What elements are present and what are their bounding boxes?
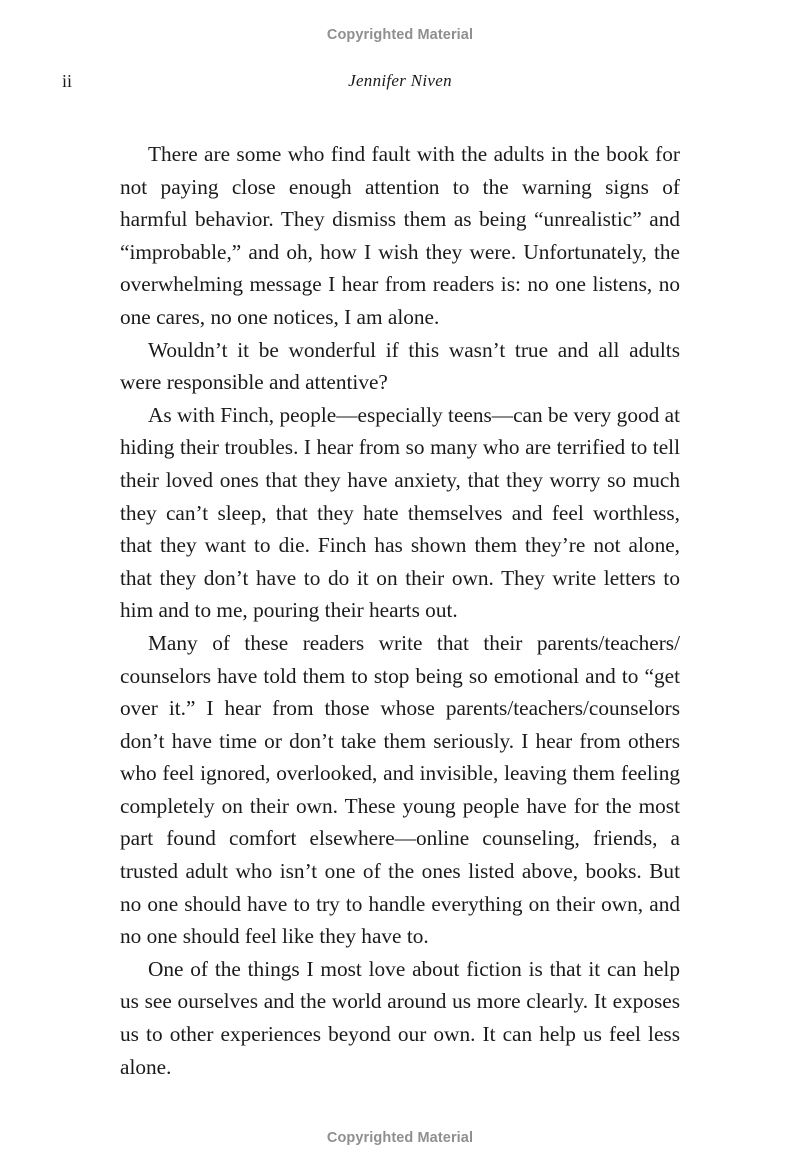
paragraph: Wouldn’t it be wonderful if this wasn’t true and all adults were responsible and attentive?	[120, 337, 680, 395]
copyright-watermark-top: Copyrighted Material	[326, 27, 474, 43]
body-text	[120, 138, 680, 1083]
paragraph: Many of these readers write that their parents/teachers/​counselors have told them to stop being so emotional and to “get over it.” I hear from those whose parents/teachers/counselors don’t have time or don’t take them seriously. I hear from others who feel ignored, overlooked, and invisible, leaving them feeling completely on their own. These young people have for the most part found comfort elsewhere—online counseling, friends, a trusted adult who isn’t one of the ones listed above, books. But no one should have to try to handle everything on their own, and no one should feel like they have to.	[120, 630, 680, 949]
copyright-watermark-bottom: Copyrighted Material	[326, 1130, 474, 1146]
running-head-author: Jennifer Niven	[348, 71, 452, 90]
paragraph: There are some who find fault with the adults in the book for not paying close enough attention to the warning signs of harmful behavior. They dismiss them as being “unrealistic” and “improbable,” and oh, how I wish they were. Unfortunately, the overwhelming message I hear from readers is: no one listens, no one cares, no one notices, I am alone.	[120, 142, 680, 329]
paragraph: As with Finch, people—especially teens—can be very good at hiding their troubles. I hear from so many who are terrified to tell their loved ones that they have anxiety, that they worry so much they can’t sleep, that they hate themselves and feel worthless, that they want to die. Finch has shown them they’re not alone, that they don’t have to do it on their own. They write letters to him and to me, pouring their hearts out.	[120, 402, 680, 623]
page-number: ii	[62, 71, 73, 91]
paragraph: One of the things I most love about fiction is that it can help us see ourselves and the world around us more clearly. It exposes us to other experiences beyond our own. It can help us feel less alone.	[120, 956, 680, 1079]
